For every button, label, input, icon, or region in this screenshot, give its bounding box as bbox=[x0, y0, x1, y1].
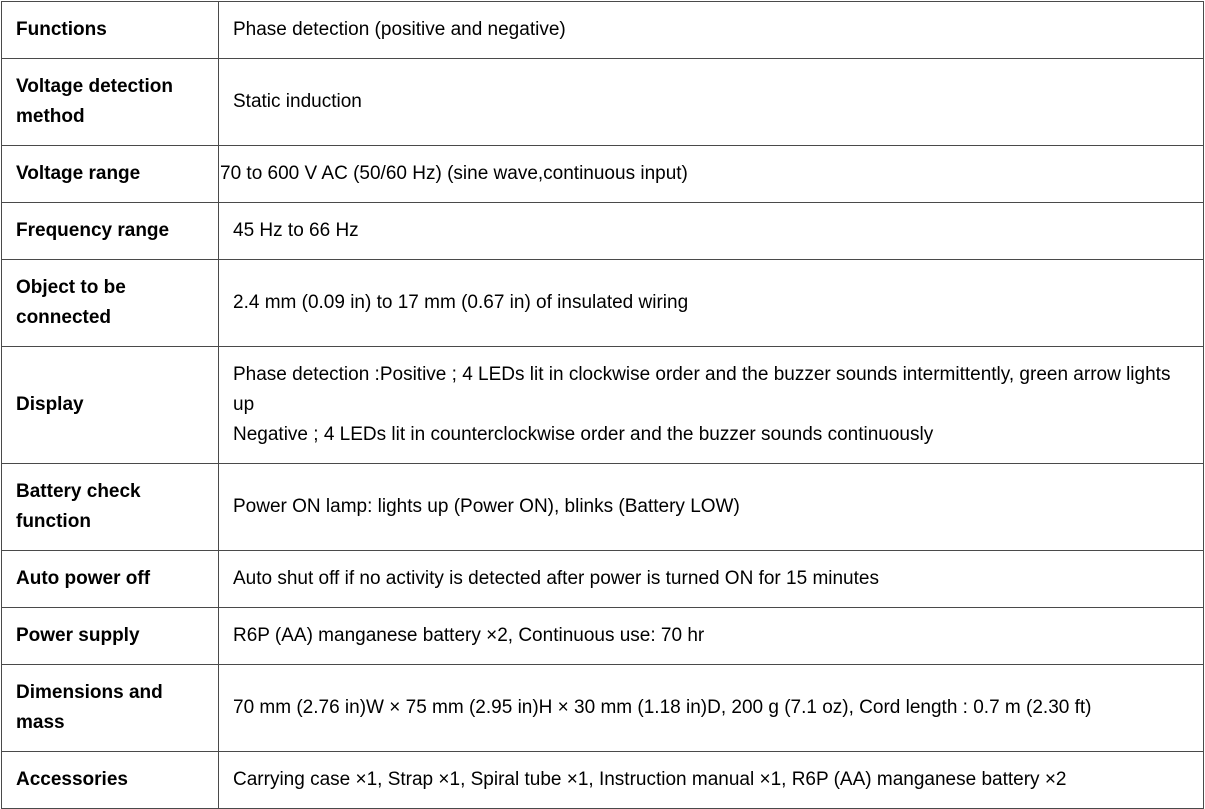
table-row bbox=[2, 665, 1204, 752]
row-label: Voltage range bbox=[2, 146, 219, 203]
table-row bbox=[2, 464, 1204, 551]
row-value: 70 to 600 V AC (50/60 Hz) (sine wave,continuous input) bbox=[219, 146, 1204, 203]
row-label: Display bbox=[2, 347, 219, 464]
row-value: Carrying case ×1, Strap ×1, Spiral tube ×1, Instruction manual ×1, R6P (AA) manganese battery ×2 bbox=[219, 752, 1204, 809]
display-negative-text: Negative ; 4 LEDs lit in counterclockwise order and the buzzer sounds continuously bbox=[233, 424, 934, 445]
row-label: Dimensions and mass bbox=[2, 665, 219, 752]
row-label: Object to be connected bbox=[2, 260, 219, 347]
row-value: 70 mm (2.76 in)W × 75 mm (2.95 in)H × 30 mm (1.18 in)D, 200 g (7.1 oz), Cord length : 0.7 m (2.30 ft) bbox=[219, 665, 1204, 752]
row-label: Battery check function bbox=[2, 464, 219, 551]
row-label: Functions bbox=[2, 2, 219, 59]
row-label: Voltage detection method bbox=[2, 59, 219, 146]
row-value: R6P (AA) manganese battery ×2, Continuous use: 70 hr bbox=[219, 608, 1204, 665]
row-value: Static induction bbox=[219, 59, 1204, 146]
table-row bbox=[2, 203, 1204, 260]
row-value bbox=[219, 347, 1204, 464]
row-label: Power supply bbox=[2, 608, 219, 665]
table-row bbox=[2, 59, 1204, 146]
table-row bbox=[2, 2, 1204, 59]
row-value: 2.4 mm (0.09 in) to 17 mm (0.67 in) of insulated wiring bbox=[219, 260, 1204, 347]
table-row bbox=[2, 608, 1204, 665]
display-positive-text: Phase detection :Positive ; 4 LEDs lit in clockwise order and the buzzer sounds intermittently, green arrow lights up bbox=[233, 364, 1171, 415]
table-row bbox=[2, 146, 1204, 203]
row-label: Frequency range bbox=[2, 203, 219, 260]
row-label: Accessories bbox=[2, 752, 219, 809]
row-value: 45 Hz to 66 Hz bbox=[219, 203, 1204, 260]
table-row bbox=[2, 551, 1204, 608]
row-value: Phase detection (positive and negative) bbox=[219, 2, 1204, 59]
row-value: Power ON lamp: lights up (Power ON), blinks (Battery LOW) bbox=[219, 464, 1204, 551]
table-row bbox=[2, 347, 1204, 464]
table-row bbox=[2, 752, 1204, 809]
row-value: Auto shut off if no activity is detected after power is turned ON for 15 minutes bbox=[219, 551, 1204, 608]
row-label: Auto power off bbox=[2, 551, 219, 608]
specifications-table bbox=[1, 1, 1204, 809]
table-row bbox=[2, 260, 1204, 347]
